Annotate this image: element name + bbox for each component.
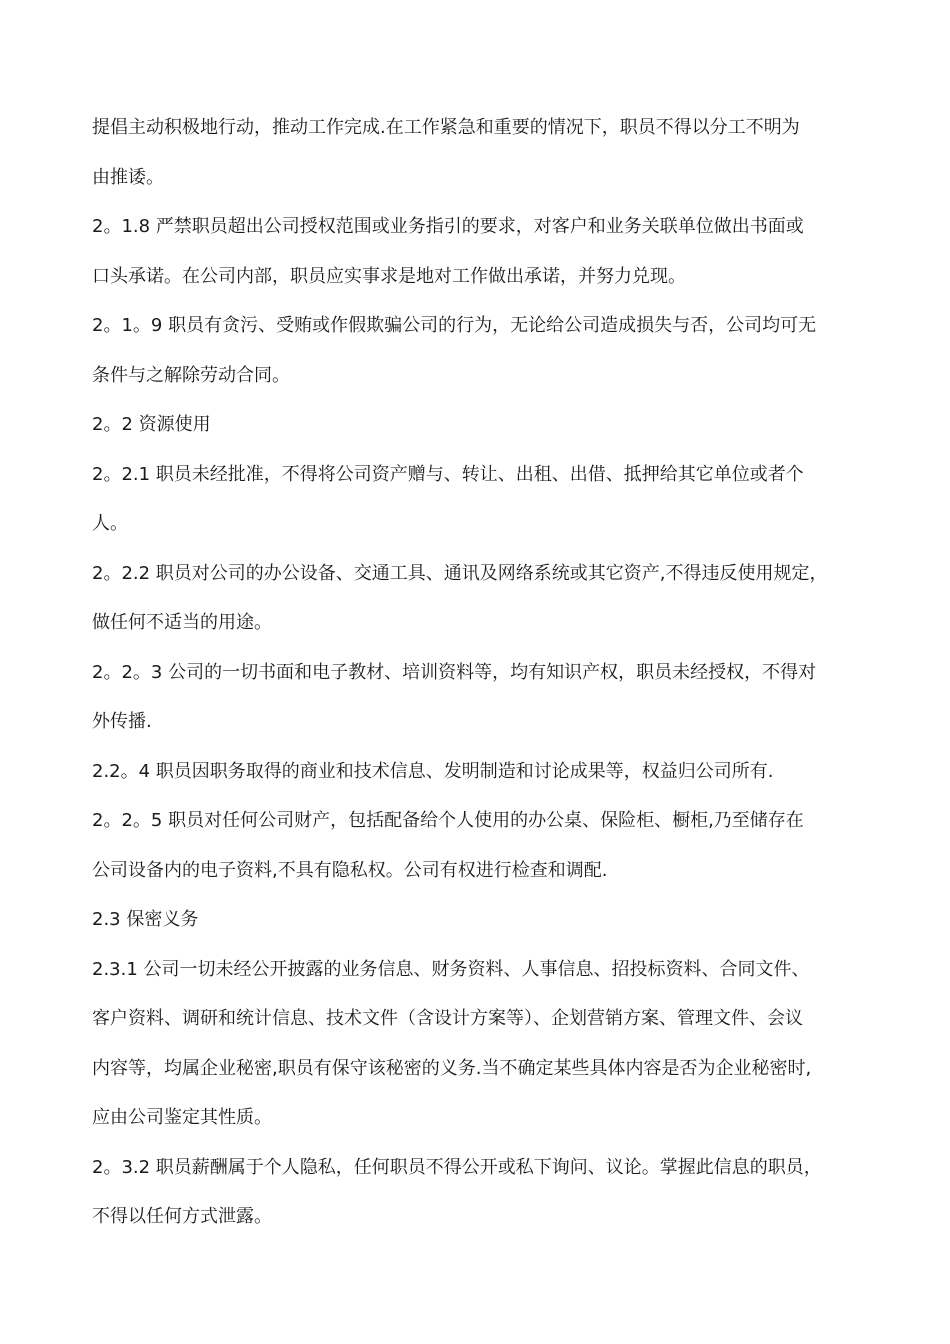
text-line: 内容等，均属企业秘密,职员有保守该秘密的义务.当不确定某些具体内容是否为企业秘密时,: [92, 1057, 812, 1079]
document-body: [92, 108, 872, 1247]
text-line: 应由公司鉴定其性质。: [92, 1107, 272, 1128]
text-line: 做任何不适当的用途。: [92, 612, 272, 633]
text-line: 2。2.1 职员未经批准，不得将公司资产赠与、转让、出租、出借、抵押给其它单位或者个: [92, 463, 804, 485]
text-line: 由推诿。: [92, 166, 164, 188]
text-line: 2。1.8 严禁职员超出公司授权范围或业务指引的要求，对客户和业务关联单位做出书面或: [92, 216, 804, 237]
text-line: 不得以任何方式泄露。: [92, 1206, 272, 1227]
text-line: 公司设备内的电子资料,不具有隐私权。公司有权进行检查和调配.: [92, 859, 608, 881]
text-line: 2.2。4 职员因职务取得的商业和技术信息、发明制造和讨论成果等，权益归公司所有.: [92, 760, 774, 782]
text-line: 条件与之解除劳动合同。: [92, 364, 290, 386]
text-line: 口头承诺。在公司内部，职员应实事求是地对工作做出承诺，并努力兑现。: [92, 265, 686, 287]
section-heading: 2.3 保密义务: [92, 909, 199, 930]
section-heading: 2。2 资源使用: [92, 414, 211, 435]
text-line: 2。1。9 职员有贪污、受贿或作假欺骗公司的行为，无论给公司造成损失与否，公司均可无: [92, 315, 817, 336]
text-line: 提倡主动积极地行动，推动工作完成.在工作紧急和重要的情况下，职员不得以分工不明为: [92, 117, 800, 138]
text-line: 客户资料、调研和统计信息、技术文件（含设计方案等）、企划营销方案、管理文件、会议: [92, 1008, 803, 1029]
text-line: 2。2.2 职员对公司的办公设备、交通工具、通讯及网络系统或其它资产,不得违反使用规定，: [92, 562, 828, 584]
text-line: 2。2。3 公司的一切书面和电子教材、培训资料等，均有知识产权，职员未经授权，不得对: [92, 661, 817, 683]
text-line: 2。2。5 职员对任何公司财产，包括配备给个人使用的办公桌、保险柜、橱柜,乃至储存在: [92, 810, 804, 831]
text-line: 2。3.2 职员薪酬属于个人隐私，任何职员不得公开或私下询问、议论。掌握此信息的职员，: [92, 1156, 822, 1178]
text-line: 外传播.: [92, 711, 152, 732]
text-line: 人。: [92, 513, 128, 534]
text-line: 2.3.1 公司一切未经公开披露的业务信息、财务资料、人事信息、招投标资料、合同文件、: [92, 958, 810, 980]
